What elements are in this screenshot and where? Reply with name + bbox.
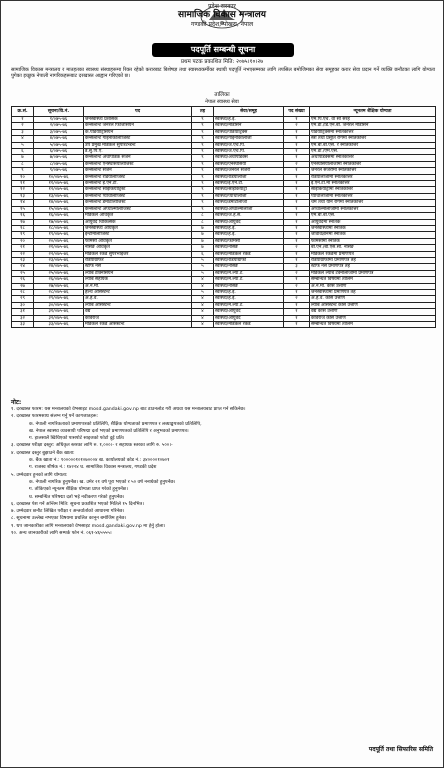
- table-cell: १४/०७५-७६: [34, 200, 84, 206]
- table-cell: ३०: [12, 302, 34, 308]
- note-item: क. नेपाली नागरिकताको प्रमाणपत्रको प्रतिलिपि, शैक्षिक योग्यताको प्रमाणपत्र र लब्धाङ्कपत्रको प्रतिलिपि,: [29, 421, 202, 427]
- table-cell: १७: [12, 219, 34, 225]
- table-cell: २७: [12, 283, 34, 289]
- table-cell: स्वास्थ्य/जे.हे.स.: [214, 213, 284, 219]
- note-item: ख. नेपाल स्वास्थ्य व्यवसायी परिषद्मा दर्ता भएको प्रमाणपत्रको प्रतिलिपि र अनुभवको प्रमाणपत्र।: [29, 428, 189, 434]
- table-cell: ३२/०७५-७६: [34, 315, 84, 321]
- table-cell: ९: [192, 155, 214, 161]
- table-cell: इन्टोमोलोजिस्ट: [84, 232, 192, 238]
- table-cell: २: [284, 245, 310, 251]
- table-cell: एम.डी./डि.एन.बी. जनरल मेडिसिन: [310, 123, 436, 129]
- table-cell: ९: [192, 206, 214, 212]
- notice-title: पदपूर्ति सम्बन्धी सूचना: [152, 43, 294, 57]
- table-cell: २२: [12, 251, 34, 257]
- table-cell: २७/०७५-७६: [34, 283, 84, 289]
- table-cell: स्वास्थ्य/अर्थोपेडिक्स: [214, 155, 284, 161]
- ministry-address: गण्डकी प्रदेश, पोखरा, नेपाल: [190, 21, 254, 28]
- table-cell: २०: [12, 238, 34, 244]
- table-cell: १८: [12, 225, 34, 231]
- table-cell: ९: [192, 117, 214, 123]
- table-cell: कन्सल्टेन्ट एनेस्थेसियोलोजिस्ट: [84, 161, 192, 167]
- note-item: २. दरखास्त फारमसाथ संलग्न गर्नु पर्ने कागजातहरू:: [11, 414, 99, 420]
- table-cell: १: [284, 187, 310, 193]
- note-item: ग. हालसालै खिचिएको पासपोर्ट साइजको फोटो दुई प्रति।: [29, 436, 125, 442]
- table-cell: १: [284, 149, 310, 155]
- table-cell: १९: [12, 232, 34, 238]
- table-cell: कन्सल्टेन्ट ई.एन.टी.: [84, 181, 192, 187]
- table-cell: ३२: [12, 315, 34, 321]
- table-cell: १५/०७५-७६: [34, 206, 84, 212]
- table-cell: जनस्वास्थ्यमा स्नातक: [310, 225, 436, 231]
- table-cell: कन्सल्टेन्ट जनरल फिजिसियन: [84, 123, 192, 129]
- table-cell: स्टाफ नर्स: [84, 264, 192, 270]
- table-cell: वैद्य: [84, 309, 192, 315]
- notes-list: [11, 406, 435, 537]
- table-cell: ८: [192, 219, 214, 225]
- table-cell: १: [284, 174, 310, 180]
- table-cell: २१: [12, 245, 34, 251]
- table-cell: १: [284, 277, 310, 283]
- table-cell: १: [284, 213, 310, 219]
- column-header: तह: [192, 107, 214, 117]
- table-cell: एम.बी.बी.एस. र स्नातकोत्तर: [310, 142, 436, 148]
- table-cell: अ.न.मी.: [84, 283, 192, 289]
- table-cell: अ.न.मी. कोर्स उत्तीर्ण: [310, 283, 436, 289]
- table-cell: १: [284, 238, 310, 244]
- table-cell: १: [284, 302, 310, 308]
- table-cell: २३: [12, 257, 34, 263]
- table-cell: स्वास्थ्य/हे.ई.: [214, 232, 284, 238]
- table-cell: कन्सल्टेन्ट डर्माटोलोजिस्ट: [84, 200, 192, 206]
- table-cell: २: [284, 283, 310, 289]
- table-cell: स्वास्थ्य/आयुर्वेद: [214, 315, 284, 321]
- table-cell: ९: [192, 161, 214, 167]
- table-cell: स्वास्थ्य/मेडिसिन: [214, 123, 284, 129]
- table-cell: सम्बन्धित विषयमा तालिम: [310, 277, 436, 283]
- table-cell: १: [284, 155, 310, 161]
- publication-date: प्रथम पटक प्रकाशित मिति: २०७५।१०।२७: [180, 59, 264, 65]
- table-cell: ४: [192, 283, 214, 289]
- table-cell: ११/०७५-७६: [34, 181, 84, 187]
- table-cell: मेडिकल रेकर्डमा प्रमाणपत्र: [310, 251, 436, 257]
- table-cell: २५/०७५-७६: [34, 270, 84, 276]
- table-cell: फार्मेसीमा स्नातक: [310, 238, 436, 244]
- table-cell: १: [284, 129, 310, 135]
- table-cell: २/०७५-७६: [34, 123, 84, 129]
- table-cell: कन्सल्टेन्ट साइकियाट्रिस्ट: [84, 187, 192, 193]
- table-cell: कन्सल्टेन्ट गाइनोकोलोजिस्ट: [84, 136, 192, 142]
- table-cell: ९: [192, 123, 214, 129]
- notes-heading: नोट:: [11, 399, 22, 406]
- table-cell: स्वास्थ्य/नर्सिङ: [214, 283, 284, 289]
- table-cell: ७: [192, 225, 214, 231]
- table-cell: अ.हे.व. कोर्स उत्तीर्ण: [310, 296, 436, 302]
- table-cell: स्वास्थ्य/नर्सिङ: [214, 245, 284, 251]
- table-cell: सम्बन्धित विषयमा तालिम: [310, 322, 436, 328]
- table-cell: ७/०७५-७६: [34, 155, 84, 161]
- table-cell: २९: [12, 296, 34, 302]
- table-cell: स्वास्थ्य/हे.ई.: [214, 296, 284, 302]
- table-cell: स्वास्थ्य/जे.एच.पि.: [214, 149, 284, 155]
- table-cell: २: [284, 270, 310, 276]
- table-cell: ३१/०७५-७६: [34, 309, 84, 315]
- table-cell: १: [284, 289, 310, 295]
- table-cell: १०/०७५-७६: [34, 174, 84, 180]
- note-item: ग. राजस्व शीर्षक नं.: १४२२४ घ. सामाजिक विकास मन्त्रालय, गण्डकी प्रदेश: [29, 465, 157, 471]
- table-cell: २४/०७५-७६: [34, 264, 84, 270]
- table-header-row: [12, 107, 436, 117]
- table-cell: १०: [12, 174, 34, 180]
- table-cell: ५: [192, 270, 214, 276]
- annex-title: तालिका: [214, 92, 230, 98]
- table-cell: स्वास्थ्य/गाइनोकोलोजी: [214, 136, 284, 142]
- table-cell: जनस्वास्थ्यमा प्रमाणपत्र तह: [310, 289, 436, 295]
- table-cell: स्वास्थ्य/रेडियोग्राफी: [214, 257, 284, 263]
- table-cell: अर्थोपेडिक्समा स्नातकोत्तर: [310, 155, 436, 161]
- note-item: क. बैंक खाता नं.: १०००००१०१०७०००४ ख. कार्यालयको कोड नं.: ३४००००१०७०१: [29, 458, 170, 464]
- table-cell: २५: [12, 270, 34, 276]
- column-header: पद: [84, 107, 192, 117]
- table-cell: २: [284, 161, 310, 167]
- table-cell: ७: [192, 238, 214, 244]
- table-cell: कन्सल्टेन्ट अर्थोपेडिक सर्जन: [84, 155, 192, 161]
- table-cell: २०/०७५-७६: [34, 238, 84, 244]
- table-cell: ल्याब असिस्टेन्ट कोर्स उत्तीर्ण: [310, 302, 436, 308]
- column-header: पद संख्या: [284, 107, 310, 117]
- letterhead: [1, 3, 443, 28]
- table-cell: स्वास्थ्य/अप्थाल्मोलोजी: [214, 206, 284, 212]
- table-cell: २८/०७५-७६: [34, 289, 84, 295]
- table-cell: स्वास्थ्य/ई.एन.टी.: [214, 181, 284, 187]
- table-cell: उप प्रमुख मेडिकल सुपरिटेन्डेन्ट: [84, 142, 192, 148]
- table-cell: स्वास्थ्य/मे.ल्या.टे.: [214, 302, 284, 308]
- table-cell: स्वास्थ्य/मे.ल्या.टे.: [214, 277, 284, 283]
- table-cell: स्वास्थ्य/हे.ई.: [214, 225, 284, 231]
- note-item: ३. दरखास्त परीक्षा दस्तुर: अधिकृत स्तरका लागि रु. १,०००।- र सहायक स्तरका लागि रु. ५००।-: [11, 443, 173, 449]
- table-cell: ४/०७५-७६: [34, 136, 84, 142]
- table-cell: १४: [12, 200, 34, 206]
- table-cell: आयुर्वेद चिकित्सक: [84, 219, 192, 225]
- table-cell: २३/०७५-७६: [34, 257, 84, 263]
- table-cell: १२/०७५-७६: [34, 187, 84, 193]
- table-cell: ३१: [12, 309, 34, 315]
- table-cell: जनरल सर्जरीमा स्नातकोत्तर: [310, 168, 436, 174]
- table-cell: अप्थाल्मोलोजीमा स्नातकोत्तर: [310, 206, 436, 212]
- table-cell: २४: [12, 264, 34, 270]
- province-government: प्रदेश सरकार: [208, 3, 236, 10]
- table-cell: मेडिकल ल्याब टेक्नोलोजीमा प्रमाणपत्र: [310, 270, 436, 276]
- column-header: सूचना/वि.नं.: [34, 107, 84, 117]
- table-cell: हेल्थ असिस्टेन्ट: [84, 289, 192, 295]
- table-cell: जीवविज्ञानमा स्नातक: [310, 232, 436, 238]
- table-cell: मेडिकल रेकर्ड सुपरभाइजर: [84, 251, 192, 257]
- table-cell: स्वास्थ्य/फार्मेसी: [214, 238, 284, 244]
- table-cell: १: [284, 251, 310, 257]
- table-cell: ५: [192, 289, 214, 295]
- table-cell: ८/०७५-७६: [34, 161, 84, 167]
- table-cell: १: [284, 142, 310, 148]
- note-item: ६. दरखास्त पेश गर्ने अन्तिम मिति: सूचना प्रकाशित भएको मितिले १५ दिनभित्र।: [11, 501, 144, 507]
- table-cell: ७: [12, 155, 34, 161]
- table-cell: कविराज कोर्स उत्तीर्ण: [310, 315, 436, 321]
- table-cell: स्वास्थ्य/मे.ल्या.टे.: [214, 270, 284, 276]
- table-cell: ९: [12, 168, 34, 174]
- table-cell: ३३: [12, 322, 34, 328]
- table-cell: १२: [12, 187, 34, 193]
- note-item: ग. तोकिएको न्यूनतम शैक्षिक योग्यता प्राप्त गरेको हुनुपर्नेछ।: [29, 487, 128, 493]
- table-cell: ८: [192, 213, 214, 219]
- table-cell: १७/०७५-७६: [34, 219, 84, 225]
- table-cell: स्वास्थ्य/आयुर्वेद: [214, 219, 284, 225]
- note-item: घ. सम्बन्धित परिषद्मा दर्ता भई नवीकरण गरेको हुनुपर्नेछ।: [29, 494, 125, 500]
- note-item: क. नेपाली नागरिक हुनुपर्नेछ। ख. उमेर २१ वर्ष पूरा भएको र ५० वर्ष ननाघेको हुनुपर्नेछ।: [29, 479, 176, 485]
- table-cell: १/०७५-७६: [34, 117, 84, 123]
- table-cell: क.पेडियाट्रिसियन: [84, 129, 192, 135]
- table-cell: कन्सल्टेन्ट अप्थाल्मोलोजिस्ट: [84, 206, 192, 212]
- table-cell: ५: [192, 264, 214, 270]
- note-item: १०. अन्य जानकारीको लागि सम्पर्क फोन नं. ०६१-४६५५५५।: [11, 531, 112, 537]
- table-cell: वैद्य कोर्स उत्तीर्ण: [310, 309, 436, 315]
- table-cell: कन्सल्टेन्ट रेडियोलोजिस्ट: [84, 174, 192, 180]
- table-cell: १८/०७५-७६: [34, 225, 84, 231]
- table-cell: २: [284, 123, 310, 129]
- table-cell: १: [284, 225, 310, 231]
- table-cell: २८: [12, 289, 34, 295]
- table-cell: स्वास्थ्य/जे.एच.पि.: [214, 142, 284, 148]
- table-cell: एम.बी.बी.एस.: [310, 213, 436, 219]
- table-row: [12, 322, 436, 328]
- table-cell: ९: [192, 174, 214, 180]
- table-cell: ५/०७५-७६: [34, 142, 84, 148]
- table-cell: ४: [12, 136, 34, 142]
- table-cell: जनस्वास्थ्य प्रशासक: [84, 117, 192, 123]
- table-cell: ९: [192, 149, 214, 155]
- table-cell: १: [284, 181, 310, 187]
- annex-subtitle: नेपाल स्वास्थ्य सेवा: [205, 99, 239, 105]
- table-cell: कन्सल्टेन्ट प्याथोलोजिस्ट: [84, 193, 192, 199]
- table-cell: जनस्वास्थ्य अधिकृत: [84, 225, 192, 231]
- table-cell: १: [284, 257, 310, 263]
- table-cell: स्टाफ नर्स प्रमाणपत्र तह: [310, 264, 436, 270]
- table-cell: १३: [12, 193, 34, 199]
- table-cell: ९: [192, 181, 214, 187]
- ministry-name: सामाजिक विकास मन्त्रालय: [178, 10, 266, 20]
- table-cell: ल्याब टेक्निसियन: [84, 270, 192, 276]
- table-cell: चर्म तथा यौन रोगमा स्नातकोत्तर: [310, 200, 436, 206]
- table-cell: ८: [12, 161, 34, 167]
- table-cell: स्वास्थ्य/हे.ई.: [214, 117, 284, 123]
- table-cell: २: [12, 123, 34, 129]
- table-cell: ९: [192, 187, 214, 193]
- table-cell: प्याथोलोजीमा स्नातकोत्तर: [310, 193, 436, 199]
- table-cell: पेडियाट्रिक्समा स्नातकोत्तर: [310, 129, 436, 135]
- table-cell: १: [284, 309, 310, 315]
- table-cell: स्वास्थ्य/एनेस्थेसिया: [214, 161, 284, 167]
- table-cell: ल्याब सहायक: [84, 277, 192, 283]
- table-cell: २९/०७५-७६: [34, 296, 84, 302]
- table-cell: स्वास्थ्य/मेडिकल रेकर्ड: [214, 322, 284, 328]
- table-cell: ३०/०७५-७६: [34, 302, 84, 308]
- table-cell: ३/०७५-७६: [34, 129, 84, 135]
- table-cell: नर्सिङ अधिकृत: [84, 245, 192, 251]
- vacancy-table: [11, 106, 436, 328]
- table-cell: ९: [192, 142, 214, 148]
- table-cell: ५: [12, 142, 34, 148]
- table-cell: ९: [192, 200, 214, 206]
- table-cell: स्त्री तथा प्रसूति रोगमा स्नातकोत्तर: [310, 136, 436, 142]
- table-cell: ३३/०७५-७६: [34, 322, 84, 328]
- table-cell: ७: [192, 245, 214, 251]
- table-cell: फार्मेसी अधिकृत: [84, 238, 192, 244]
- table-cell: १: [284, 206, 310, 212]
- table-cell: ६: [192, 251, 214, 257]
- note-item: ९. थप जानकारीका लागि मन्त्रालयको वेभसाइट mosd.gandaki.gov.np मा हेर्नु होला।: [11, 523, 166, 529]
- table-cell: ल्याब असिस्टेन्ट: [84, 302, 192, 308]
- table-cell: स्वास्थ्य/जनरल सर्जरी: [214, 168, 284, 174]
- table-cell: अ.हे.व.: [84, 296, 192, 302]
- table-cell: स्वास्थ्य/रेडियोलोजी: [214, 174, 284, 180]
- note-item: १. दरखास्त फारम: यस मन्त्रालयको वेभसाइट mosd.gandaki.gov.np बाट डाउनलोड गरी अथवा यस मन्त्रालयबाट प्राप्त गर्न सकिनेछ।: [11, 407, 246, 412]
- note-item: ८. सूचनामा उल्लेख नभएका विषयमा प्रचलित कानून बमोजिम हुनेछ।: [11, 516, 127, 522]
- table-cell: ड.सु.पि.ए.: [84, 149, 192, 155]
- table-cell: ९: [192, 129, 214, 135]
- column-header: सेवा/समूह: [214, 107, 284, 117]
- table-cell: साइकियाट्रीमा स्नातकोत्तर: [310, 187, 436, 193]
- table-cell: १: [12, 117, 34, 123]
- table-cell: मेडिकल अधिकृत: [84, 213, 192, 219]
- table-cell: १: [284, 117, 310, 123]
- table-cell: १३/०७५-७६: [34, 193, 84, 199]
- note-item: ५. उम्मेदवार हुनको लागि योग्यता:: [11, 472, 68, 478]
- table-cell: स्वास्थ्य/पेडियाट्रिक्स: [214, 129, 284, 135]
- column-header: न्यूनतम शैक्षिक योग्यता: [310, 107, 436, 117]
- table-cell: ४: [192, 315, 214, 321]
- table-cell: एम.पि.एच. वा सो सरह: [310, 117, 436, 123]
- table-cell: एम.डी./एम.एस.: [310, 149, 436, 155]
- table-cell: ४: [192, 302, 214, 308]
- table-cell: १: [284, 315, 310, 321]
- table-cell: रेडियोग्राफीमा प्रमाणपत्र तह: [310, 257, 436, 263]
- table-cell: बी.एन./बी.एस.सी. नर्सिङ: [310, 245, 436, 251]
- table-cell: ९: [192, 136, 214, 142]
- table-cell: मेडिकल रेकर्ड असिस्टेन्ट: [84, 322, 192, 328]
- table-cell: १६/०७५-७६: [34, 213, 84, 219]
- note-item: ७. उम्मेदवार छनौट लिखित परीक्षा र अन्तर्वार्ताको आधारमा गरिनेछ।: [11, 509, 125, 515]
- table-cell: एनेस्थेसियोलोजीमा स्नातकोत्तर: [310, 161, 436, 167]
- table-cell: कविराज: [84, 315, 192, 321]
- table-cell: २१/०७५-७६: [34, 245, 84, 251]
- table-cell: ३: [12, 129, 34, 135]
- table-cell: ९/०७५-७६: [34, 168, 84, 174]
- table-cell: रेडियोलोजीमा स्नातकोत्तर: [310, 174, 436, 180]
- table-cell: ७: [192, 232, 214, 238]
- table-cell: आयुर्वेदमा स्नातक: [310, 219, 436, 225]
- signature-committee: पदपूर्ति तथा सिफारिस समिति: [368, 746, 433, 753]
- table-cell: ४: [192, 322, 214, 328]
- table-cell: १: [284, 168, 310, 174]
- table-cell: ५: [192, 257, 214, 263]
- table-cell: स्वास्थ्य/डर्माटोलोजी: [214, 200, 284, 206]
- table-cell: १६: [12, 213, 34, 219]
- table-cell: ४: [192, 277, 214, 283]
- column-header: क्र.सं.: [12, 107, 34, 117]
- table-cell: ९: [192, 193, 214, 199]
- table-cell: १: [284, 200, 310, 206]
- table-cell: २६/०७५-७६: [34, 277, 84, 283]
- table-cell: २६: [12, 277, 34, 283]
- note-item: ४. दरखास्त दस्तुर बुझाउने बैंक खाता:: [11, 450, 75, 456]
- table-cell: १: [284, 322, 310, 328]
- table-cell: स्वास्थ्य/नर्सिङ: [214, 264, 284, 270]
- table-cell: १: [284, 193, 310, 199]
- table-cell: स्वास्थ्य/मेडिकल रेकर्ड: [214, 251, 284, 257]
- table-cell: १: [284, 219, 310, 225]
- table-cell: ११: [12, 181, 34, 187]
- table-cell: ६/०७५-७६: [34, 149, 84, 155]
- table-cell: ३: [284, 264, 310, 270]
- table-cell: स्वास्थ्य/आयुर्वेद: [214, 309, 284, 315]
- table-body: [12, 117, 436, 328]
- table-cell: ४: [192, 309, 214, 315]
- intro-paragraph: सामाजिक विकास मन्त्रालय र मातहतका स्वास्थ्य संस्थाहरूमा रिक्त रहेको करारबाट बिशेषज्ञ तथा स्वास्थ्यकर्मीका स्थायी पदपूर्ति नभएसम्मका लागि तपसिल बमोजिमका सेवा समूहका करार सेवा प्रदान गर्ने व्यक्ति छनौटका लागि योग्यता पुगेका इच्छुक नेपाली नागरिकहरूबाट दरखास्त आह्वान गरिएको छ।: [11, 67, 435, 80]
- table-cell: १९/०७५-७६: [34, 232, 84, 238]
- table-cell: १: [284, 232, 310, 238]
- table-cell: स्वास्थ्य/हे.ई.: [214, 289, 284, 295]
- table-cell: २२/०७५-७६: [34, 251, 84, 257]
- table-cell: ४: [192, 296, 214, 302]
- table-cell: ६: [12, 149, 34, 155]
- table-cell: १: [284, 136, 310, 142]
- table-cell: ९: [192, 168, 214, 174]
- table-cell: रेडियोग्राफर: [84, 257, 192, 263]
- table-cell: स्वास्थ्य/प्याथोलोजी: [214, 193, 284, 199]
- table-cell: ई.एन.टी.मा स्नातकोत्तर: [310, 181, 436, 187]
- table-cell: २: [284, 296, 310, 302]
- table-cell: १५: [12, 206, 34, 212]
- table-cell: स्वास्थ्य/साइकियाट्री: [214, 187, 284, 193]
- table-cell: कन्सल्टेन्ट सर्जन: [84, 168, 192, 174]
